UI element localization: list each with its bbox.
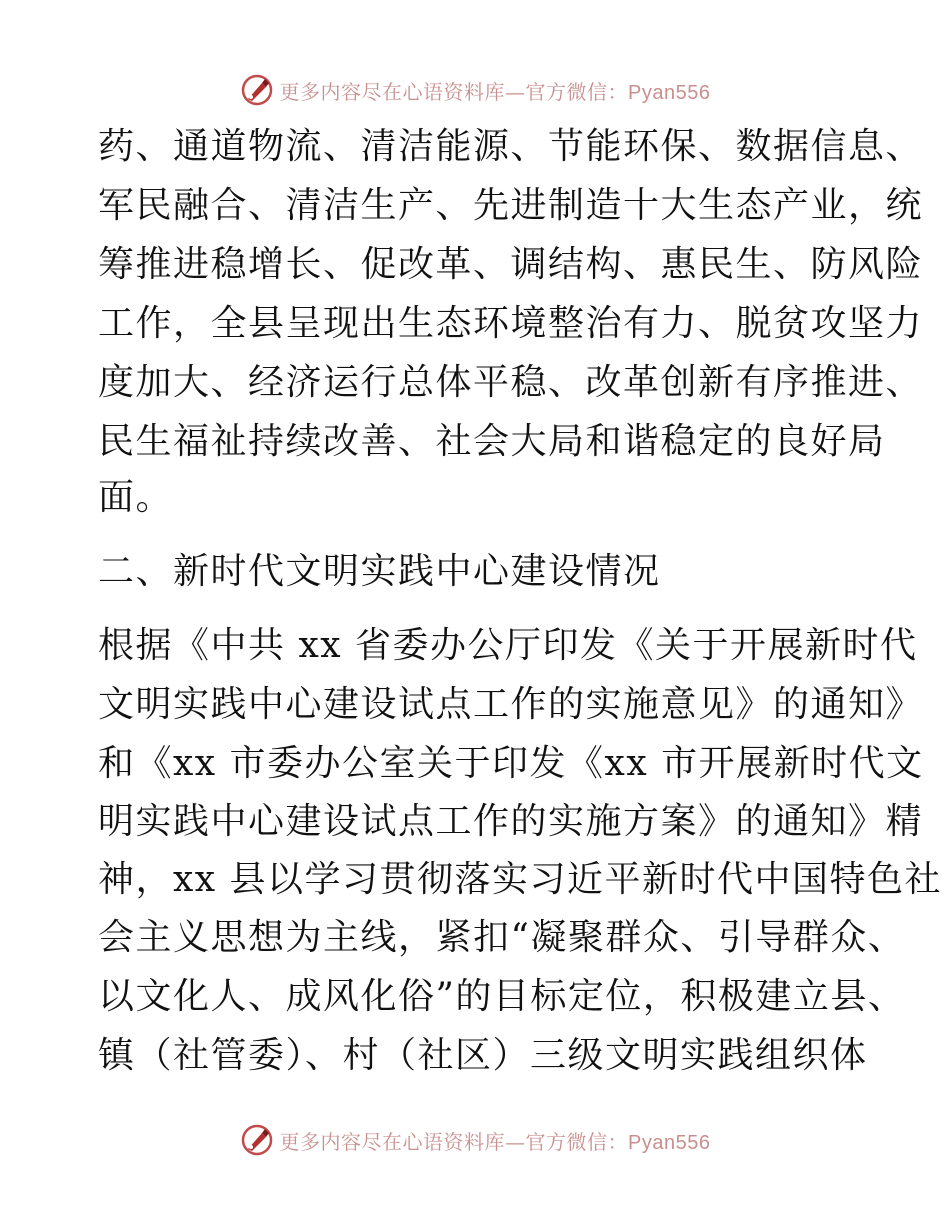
watermark-text: 更多内容尽在心语资料库—官方微信：Pyan556 <box>279 1129 711 1154</box>
text-line: 神，xx 县以学习贯彻落实习近平新时代中国特色社 <box>98 859 943 900</box>
text-line: 镇（社管委）、村（社区）三级文明实践组织体 <box>98 1035 868 1076</box>
section-heading: 二、新时代文明实践中心建设情况 <box>98 551 661 592</box>
text-line: 度加大、经济运行总体平稳、改革创新有序推进、 <box>98 362 924 403</box>
text-line: 筹推进稳增长、促改革、调结构、惠民生、防风险 <box>98 244 924 285</box>
text-line: 和《xx 市委办公室关于印发《xx 市开展新时代文 <box>98 743 924 784</box>
text-line: 会主义思想为主线，紧扣“凝聚群众、引导群众、 <box>98 917 906 958</box>
pen-logo-icon <box>240 73 274 107</box>
text-line: 军民融合、清洁生产、先进制造十大生态产业，统 <box>98 185 924 226</box>
text-line: 工作，全县呈现出生态环境整治有力、脱贫攻坚力 <box>98 303 924 344</box>
text-line: 以文化人、成风化俗”的目标定位，积极建立县、 <box>98 976 906 1017</box>
pen-logo-icon <box>240 1123 274 1157</box>
text-line: 面。 <box>98 477 174 518</box>
text-line: 明实践中心建设试点工作的实施方案》的通知》精 <box>98 801 924 842</box>
watermark-text: 更多内容尽在心语资料库—官方微信：Pyan556 <box>279 79 711 104</box>
header-watermark <box>0 70 950 110</box>
footer-watermark <box>0 1120 950 1160</box>
text-line: 药、通道物流、清洁能源、节能环保、数据信息、 <box>98 126 924 167</box>
text-line: 根据《中共 xx 省委办公厅印发《关于开展新时代 <box>98 625 918 666</box>
text-line: 民生福祉持续改善、社会大局和谐稳定的良好局 <box>98 421 886 462</box>
text-line: 文明实践中心建设试点工作的实施意见》的通知》 <box>98 684 924 725</box>
